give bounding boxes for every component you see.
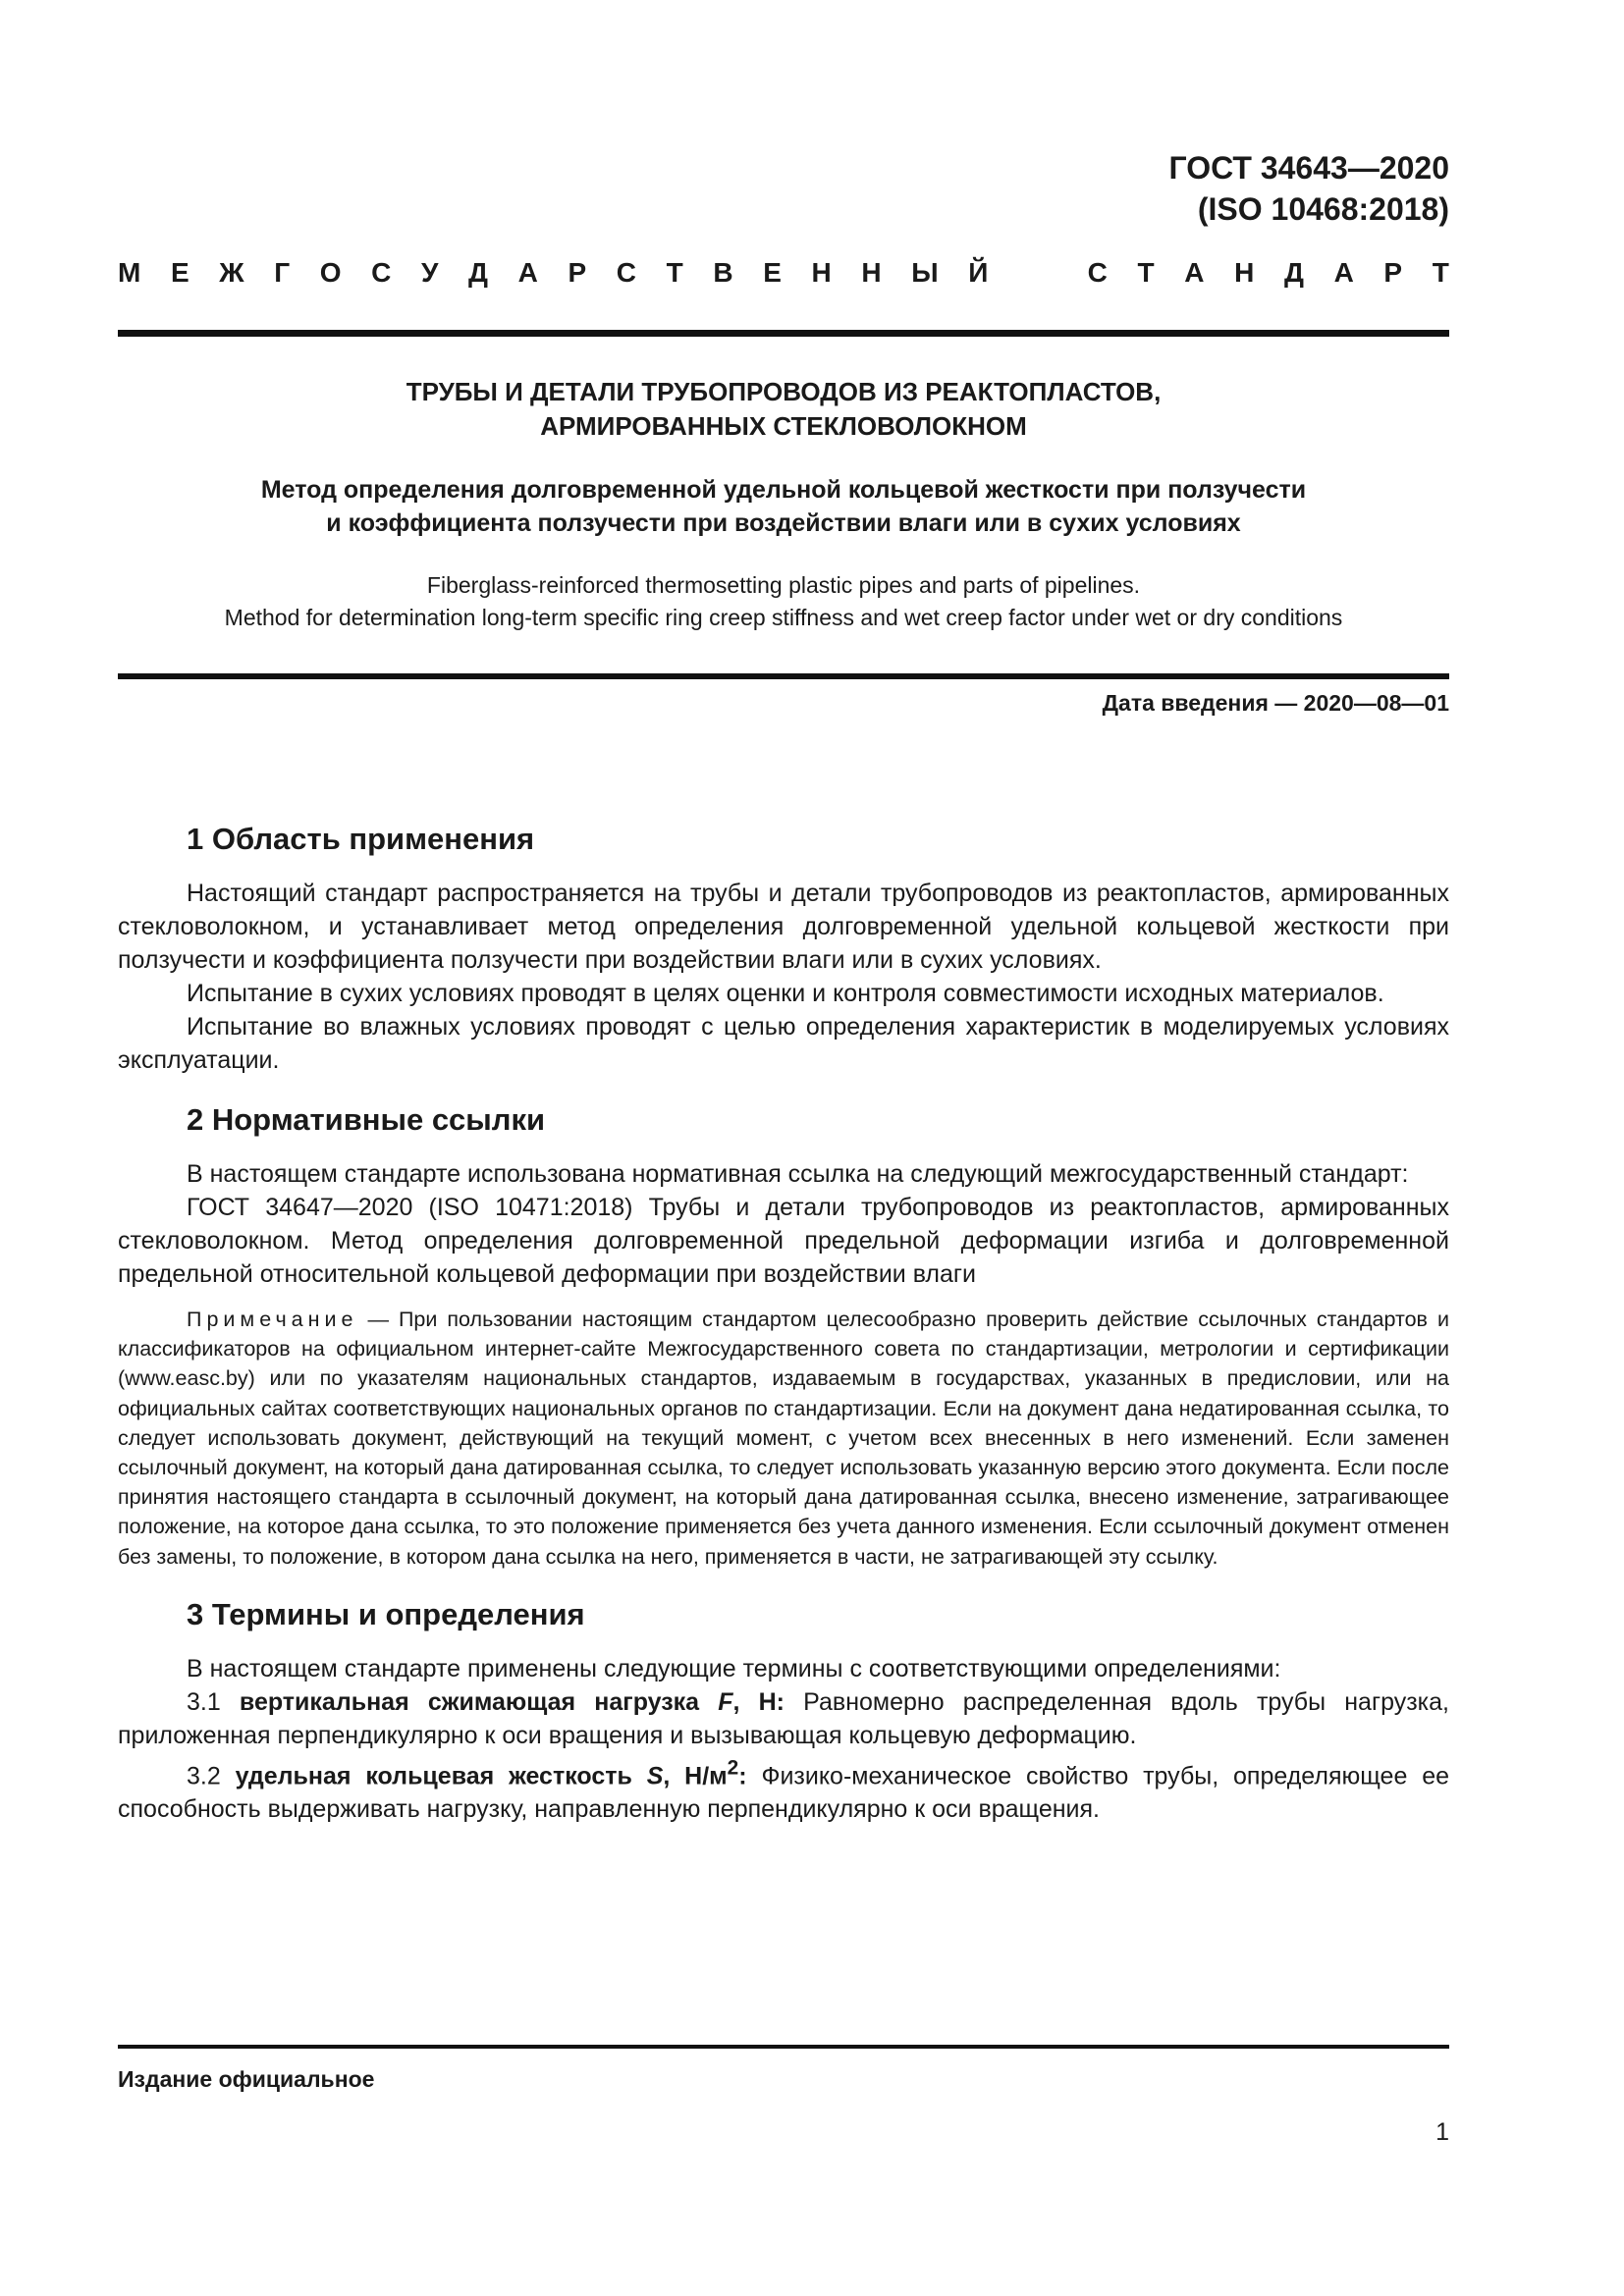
english-title (118, 569, 1449, 634)
banner-letter: А (517, 257, 538, 288)
title-block (118, 375, 1449, 634)
word-gap (1018, 257, 1057, 289)
subtitle-line: и коэффициента ползучести при воздействии влаги или в сухих условиях (326, 509, 1241, 537)
banner-letter: У (420, 257, 439, 288)
paragraph: Испытание в сухих условиях проводят в целях оценки и контроля совместимости исходных материалов. (187, 980, 1384, 1007)
banner-letter: В (713, 257, 733, 288)
subtitle (118, 473, 1449, 540)
iso-number: (ISO 10468:2018) (1197, 191, 1449, 227)
note-label: Примечание (187, 1308, 358, 1331)
paragraph: В настоящем стандарте применены следующие термины с соответствующими определениями: (187, 1654, 1281, 1682)
banner-letter: С (616, 257, 636, 288)
banner-letter: Р (1383, 257, 1403, 288)
banner-letter: Е (763, 257, 782, 288)
term-number: 3.2 (187, 1762, 236, 1790)
banner-letter: Д (468, 257, 488, 288)
term-definition-text: Физико-механическое свойство трубы, определяющее ее способность выдерживать нагрузку, направленную перпендикулярно к оси вращения. (118, 1762, 1450, 1824)
banner-letter: Д (1283, 257, 1304, 288)
term-unit: , Н/м (663, 1762, 728, 1790)
bottom-rule (118, 2045, 1449, 2049)
paragraph: В настоящем стандарте использована нормативная ссылка на следующий межгосударственный стандарт: (187, 1160, 1409, 1188)
term-name: вертикальная сжимающая нагрузка (239, 1687, 719, 1716)
term-unit: , Н: (732, 1687, 785, 1716)
english-title-line: Fiberglass-reinforced thermosetting plastic pipes and parts of pipelines. (426, 572, 1141, 598)
banner-letter: С (1087, 257, 1108, 288)
term-name: удельная кольцевая жесткость (235, 1762, 647, 1790)
banner-letter: О (319, 257, 342, 288)
note (118, 1305, 1449, 1572)
term-definition (118, 1685, 1449, 1752)
main-title-line: АРМИРОВАННЫХ СТЕКЛОВОЛОКНОМ (540, 411, 1027, 441)
banner-letter: А (1184, 257, 1205, 288)
banner-letter: Ж (219, 257, 244, 288)
middle-rule (118, 673, 1449, 679)
banner-letter: Н (861, 257, 882, 288)
banner-letter: Т (1432, 257, 1449, 288)
banner-letter: Ы (911, 257, 939, 288)
subtitle-line: Метод определения долговременной удельной кольцевой жесткости при ползучести (260, 476, 1307, 504)
term-definition-text: Равномерно распределенная вдоль трубы нагрузка, приложенная перпендикулярно к оси вращения и вызывающая кольцевую деформацию. (118, 1687, 1449, 1749)
banner-letter: А (1333, 257, 1354, 288)
document-number (1168, 147, 1449, 230)
section-heading: 3 Термины и определения (187, 1596, 585, 1631)
main-title (118, 375, 1449, 444)
top-rule (118, 330, 1449, 337)
interstate-standard-banner (118, 257, 1449, 289)
section-heading: 2 Нормативные ссылки (187, 1102, 546, 1137)
official-edition: Издание официальное (118, 2066, 375, 2092)
page-number: 1 (1435, 2118, 1449, 2146)
term-symbol: F (718, 1687, 733, 1716)
banner-letter: Т (666, 257, 683, 288)
term-symbol: S (646, 1762, 664, 1790)
section-heading: 1 Область применения (187, 822, 535, 856)
banner-letter: Т (1137, 257, 1155, 288)
banner-letter: С (371, 257, 392, 288)
banner-letter: Г (274, 257, 291, 288)
term-definition (118, 1752, 1449, 1826)
main-title-line: ТРУБЫ И ДЕТАЛИ ТРУБОПРОВОДОВ ИЗ РЕАКТОПЛАСТОВ, (406, 377, 1162, 406)
banner-letter: Н (1234, 257, 1255, 288)
paragraph: Испытание во влажных условиях проводят с целью определения характеристик в моделируемых условиях эксплуатации. (118, 1013, 1449, 1074)
gost-number: ГОСТ 34643—2020 (1168, 150, 1449, 186)
banner-letter: М (118, 257, 141, 288)
term-unit-exponent: 2 (727, 1756, 739, 1780)
introduction-date: Дата введения — 2020—08—01 (1102, 690, 1449, 716)
document-body (118, 820, 1449, 1826)
banner-letter: Р (568, 257, 587, 288)
paragraph: ГОСТ 34647—2020 (ISO 10471:2018) Трубы и детали трубопроводов из реактопластов, армированных стекловолокном. Метод определения долговременной предельной деформации изгиба и долговременной предельной относительной кольцевой деформации при воздействии влаги (118, 1194, 1449, 1288)
english-title-line: Method for determination long-term specific ring creep stiffness and wet creep factor under wet or dry conditions (224, 605, 1343, 630)
term-number: 3.1 (187, 1687, 240, 1716)
paragraph: Настоящий стандарт распространяется на трубы и детали трубопроводов из реактопластов, армированных стекловолокном, и устанавливает метод определения долговременной удельной кольцевой жесткости при ползучести и коэффициента ползучести при воздействии влаги или в сухих условиях. (118, 880, 1449, 974)
banner-letter: Й (968, 257, 989, 288)
banner-letter: Е (170, 257, 189, 288)
note-text: — При пользовании настоящим стандартом целесообразно проверить действие ссылочных стандартов и классификаторов на официальном интернет-сайте Межгосударственного совета по стандартизации, метрологии и сертификации (www.easc.by) или по указателям национальных стандартов, издаваемым в государствах, указанных в предисловии, или на официальных сайтах соответствующих национальных органов по стандартизации. Если на документ дана недатированная ссылка, то следует использовать документ, действующий на текущий момент, с учетом всех внесенных в него изменений. Если заменен ссылочный документ, на который дана датированная ссылка, то следует использовать указанную версию этого документа. Если после принятия настоящего стандарта в ссылочный документ, на который дана датированная ссылка, внесено изменение, затрагивающее положение, на которое дана ссылка, то это положение применяется без учета данного изменения. Если ссылочный документ отменен без замены, то положение, в котором дана ссылка на него, применяется в части, не затрагивающей эту ссылку. (118, 1308, 1449, 1569)
term-colon: : (738, 1762, 747, 1790)
banner-letter: Н (811, 257, 832, 288)
